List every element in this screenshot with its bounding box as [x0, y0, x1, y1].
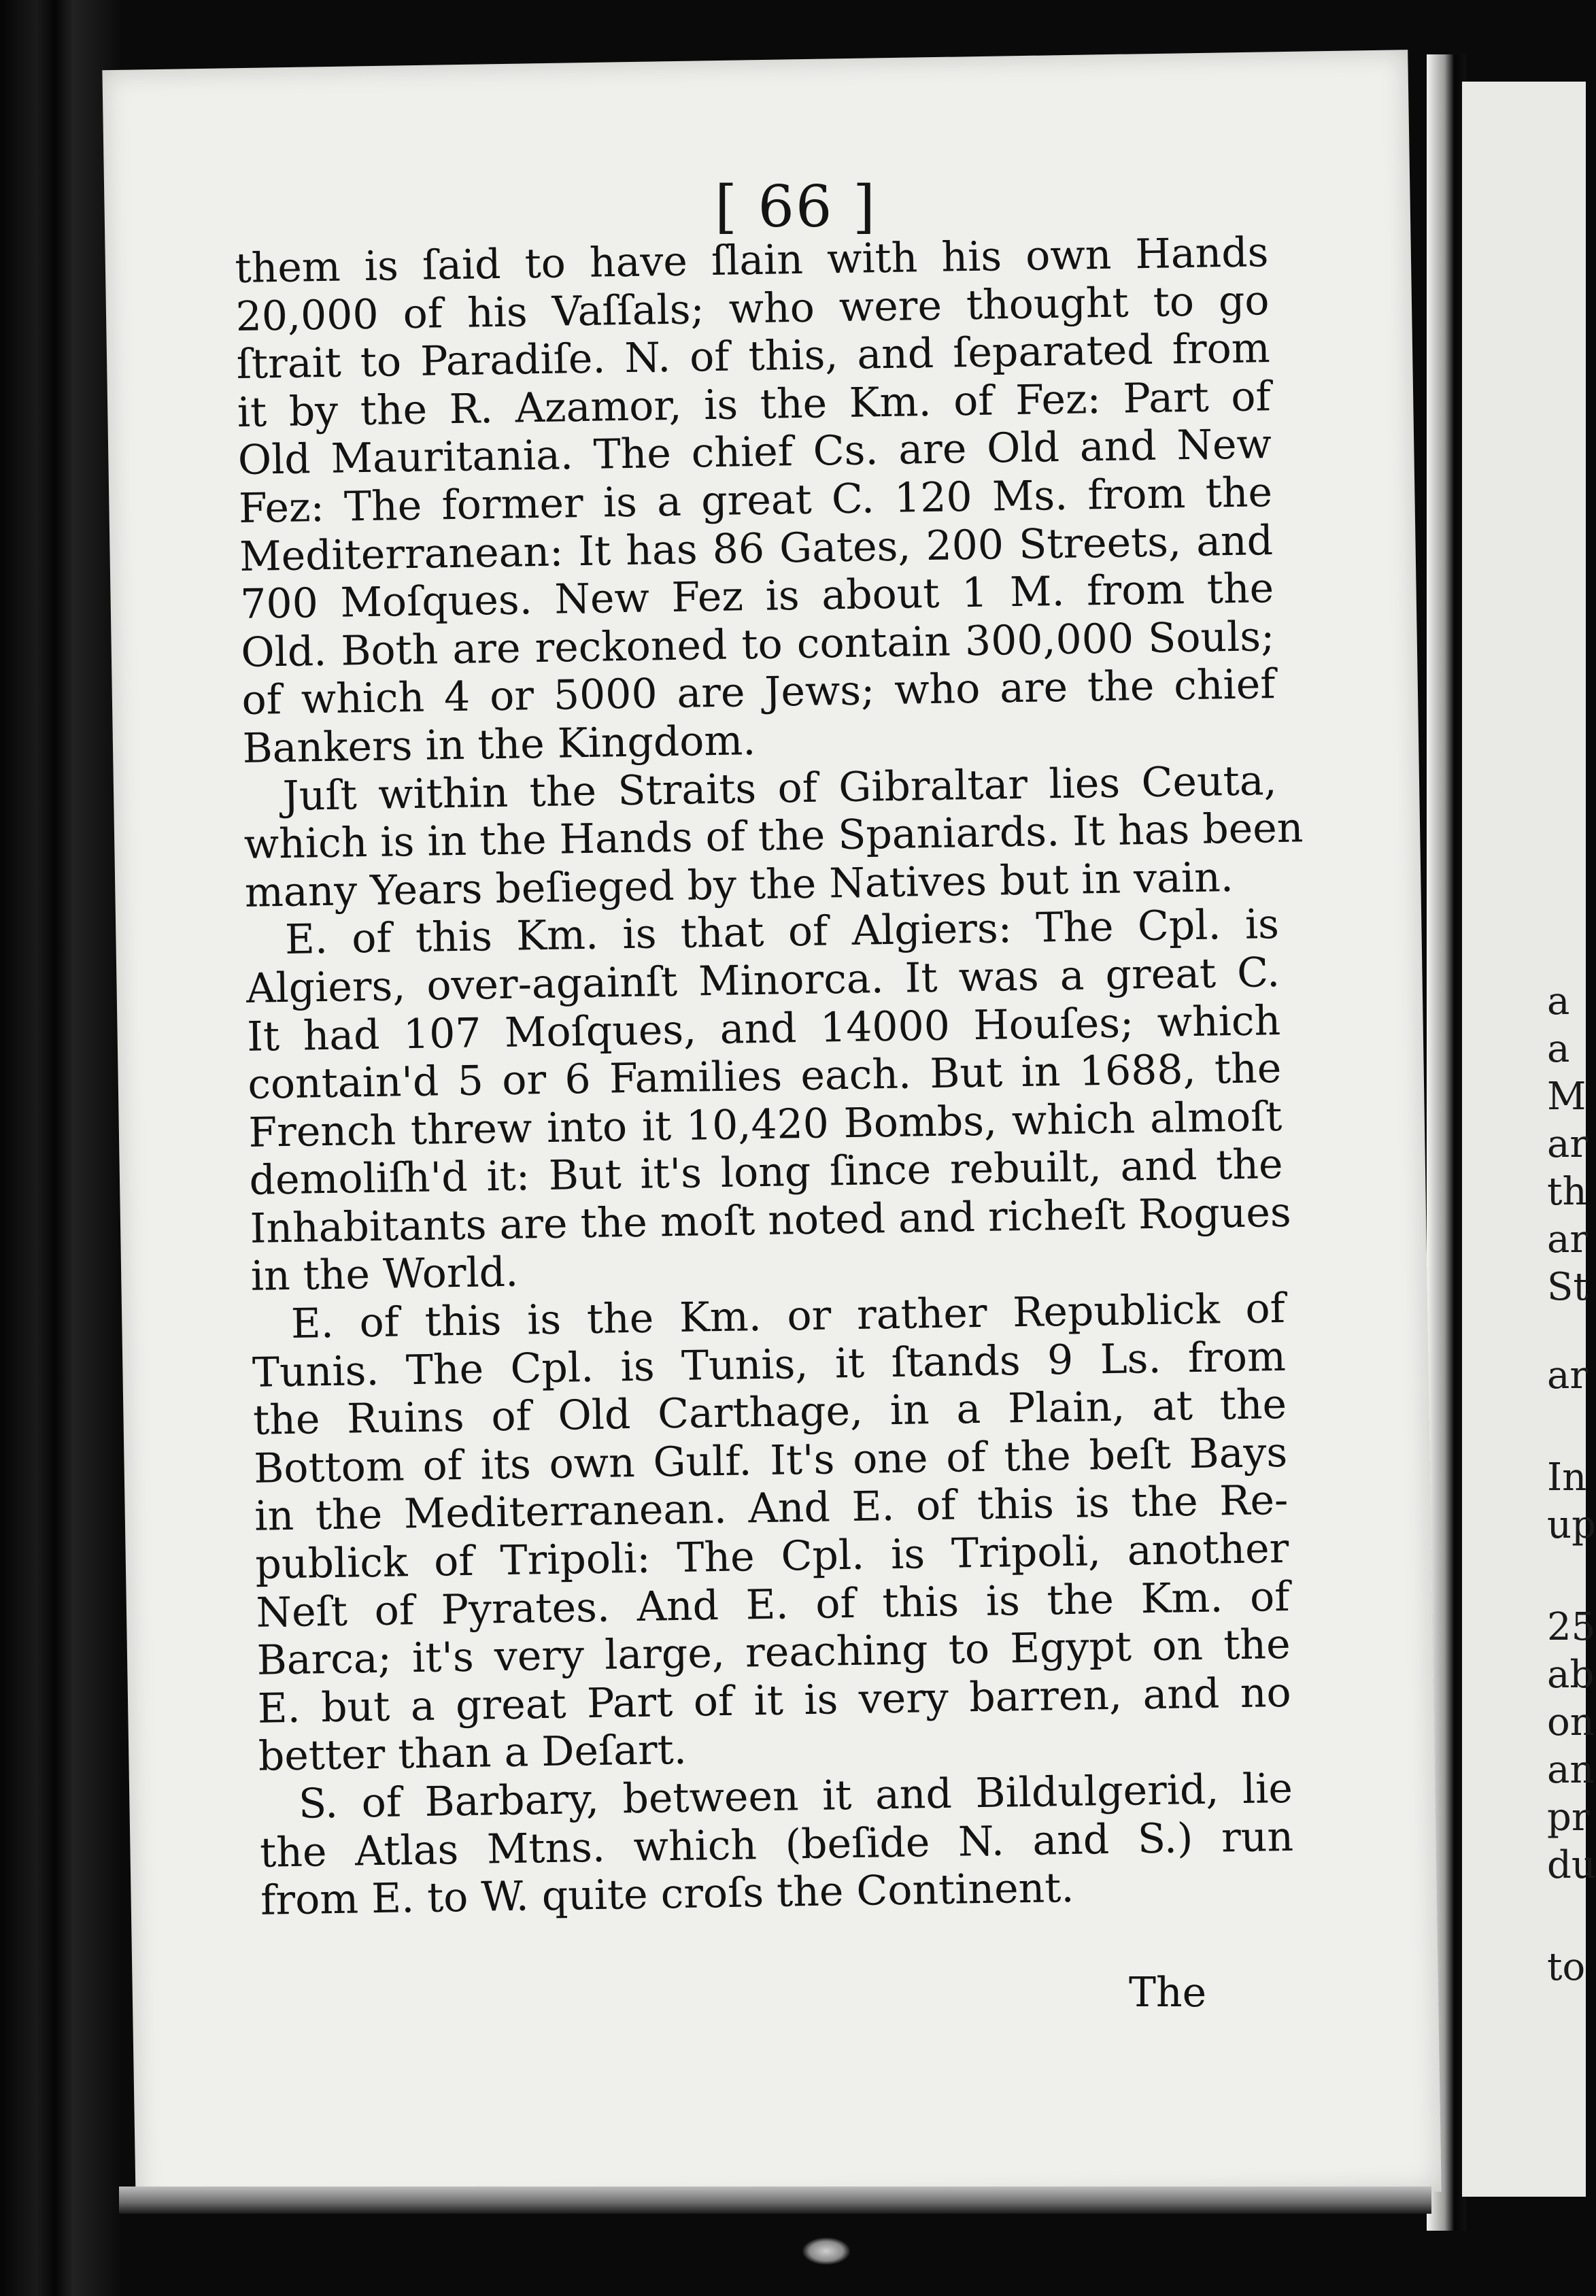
facing-fragment: ar	[1547, 1353, 1589, 1398]
text-line: it by the R. Azamor, is the Km. of Fez: Part of	[237, 372, 1272, 437]
text-line: of which 4 or 5000 are Jews; who are the chief	[241, 660, 1276, 725]
text-line: Fez: The former is a great C. 120 Ms. from the	[238, 469, 1273, 533]
facing-fragment: St	[1547, 1265, 1589, 1309]
facing-fragment: a	[1547, 1027, 1570, 1071]
text-line: French threw into it 10,420 Bombs, which almoſt	[248, 1092, 1283, 1157]
text-line: It had 107 Moſques, and 14000 Houſes; which	[246, 996, 1281, 1061]
text-line: Bankers in the Kingdom.	[242, 716, 756, 773]
facing-fragment: ab	[1547, 1653, 1595, 1697]
text-line: 700 Moſques. New Fez is about 1 M. from the	[239, 564, 1274, 629]
text-line: the Atlas Mtns. which (beſide N. and S.) run	[259, 1812, 1294, 1877]
book-binding	[0, 0, 122, 2296]
facing-fragment: an	[1547, 1748, 1595, 1792]
text-line: them is ſaid to have ſlain with his own Hands	[235, 229, 1269, 292]
facing-fragment: to	[1547, 1945, 1586, 1989]
text-line: E. of this Km. is that of Algiers: The Cpl. is	[284, 900, 1280, 964]
text-line: Neſt of Pyrates. And E. of this is the Km. of	[256, 1572, 1290, 1637]
text-line: in the World.	[250, 1249, 519, 1301]
page-text	[235, 229, 1304, 1925]
text-line: Juſt within the Straits of Gibraltar lies Ceuta,	[282, 756, 1278, 820]
text-line: ſtrait to Paradiſe. N. of this, and ſeparated from	[236, 324, 1271, 389]
text-line: which is in the Hands of the Spaniards. It has been	[243, 804, 1304, 869]
facing-fragment: pr	[1547, 1795, 1590, 1840]
text-line: contain'd 5 or 6 Families each. But in 1688, the	[247, 1045, 1282, 1109]
text-line: Inhabitants are the moſt noted and richeſt Rogues	[250, 1188, 1292, 1253]
facing-fragment: th	[1547, 1170, 1587, 1214]
scan-smudge	[802, 2238, 850, 2265]
text-line: many Years beſieged by the Natives but in vain.	[244, 853, 1234, 917]
facing-fragment: a	[1547, 979, 1570, 1024]
text-line: Mediterranean: It has 86 Gates, 200 Streets, and	[239, 516, 1274, 581]
text-line: in the Mediterranean. And E. of this is the Re-	[254, 1476, 1289, 1541]
catchword: The	[1129, 1969, 1207, 2016]
text-line: Algiers, over-againſt Minorca. It was a great C.	[245, 948, 1280, 1013]
facing-fragment: on	[1547, 1700, 1595, 1744]
text-line: from E. to W. quite croſs the Continent.	[260, 1864, 1074, 1925]
text-line: Bottom of its own Gulf. It's one of the beſt Bays	[253, 1428, 1288, 1493]
text-line: E. but a great Part of it is very barren, and no	[257, 1668, 1292, 1733]
page-edge	[119, 2187, 1431, 2214]
facing-fragment: ar	[1547, 1217, 1589, 1262]
text-line: 20,000 of his Vaſſals; who were thought to go	[235, 276, 1270, 341]
page-number: [ 66 ]	[715, 173, 877, 240]
text-line: Old Mauritania. The chief Cs. are Old and New	[237, 420, 1272, 485]
text-line: better than a Deſart.	[258, 1726, 687, 1781]
facing-fragment: up	[1547, 1503, 1596, 1547]
facing-fragment: 25	[1547, 1605, 1596, 1649]
text-line: E. of this is the Km. or rather Republick of	[290, 1284, 1286, 1348]
text-line: Barca; it's very large, reaching to Egypt on the	[256, 1621, 1291, 1685]
text-line: the Ruins of Old Carthage, in a Plain, at the	[252, 1381, 1287, 1445]
text-line: Tunis. The Cpl. is Tunis, it ſtands 9 Ls. from	[252, 1332, 1287, 1397]
text-line: S. of Barbary, between it and Bildulgerid, lie	[298, 1764, 1293, 1828]
facing-fragment: ar	[1547, 1122, 1589, 1166]
facing-fragment: M	[1547, 1075, 1586, 1119]
facing-fragment: In	[1547, 1455, 1587, 1500]
text-line: publick of Tripoli: The Cpl. is Tripoli, another	[254, 1524, 1289, 1589]
text-line: Old. Both are reckoned to contain 300,000 Souls;	[240, 612, 1275, 677]
facing-fragment: du	[1547, 1843, 1596, 1887]
text-line: demoliſh'd it: But it's long ſince rebuilt, and the	[249, 1141, 1283, 1205]
